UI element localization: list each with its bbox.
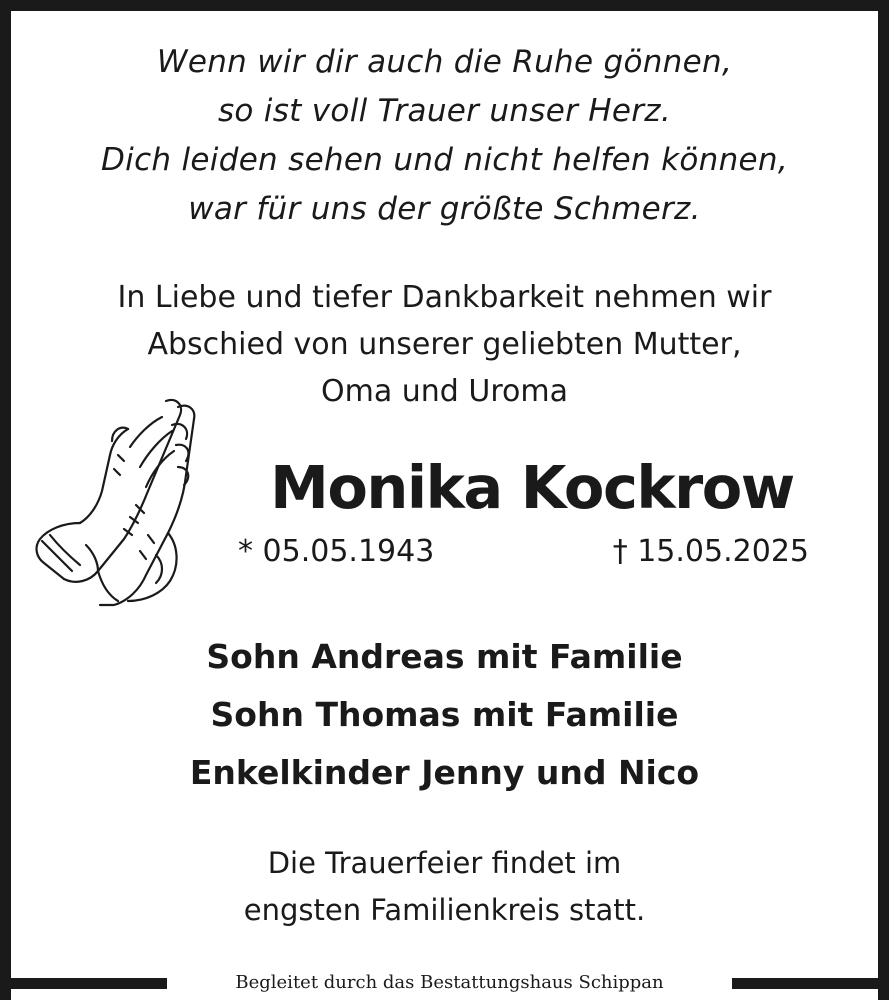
service-note [11,840,878,934]
intro-line: In Liebe und tiefer Dankbarkeit nehmen wir [117,280,772,315]
poem-line: Wenn wir dir auch die Ruhe gönnen, [156,44,733,80]
poem-line: so ist voll Trauer unser Herz. [217,93,672,129]
intro-line: Oma und Uroma [321,374,568,409]
mourner-line: Sohn Andreas mit Familie [206,637,683,676]
intro-line: Abschied von unserer geliebten Mutter, [147,327,742,362]
mourners-list [11,628,878,802]
intro-text [11,274,878,415]
footer-credit: Begleitet durch das Bestattungshaus Schippan [235,972,664,993]
footer-rule-right [732,978,878,989]
service-line: Die Trauerfeier findet im [267,846,622,880]
mourner-line: Enkelkinder Jenny und Nico [189,753,700,792]
service-line: engsten Familienkreis statt. [243,893,646,927]
deceased-name: Monika Kockrow [270,453,794,522]
birth-date: * 05.05.1943 [238,534,435,569]
praying-hands-icon [28,395,208,615]
footer-rule-left [11,978,167,989]
poem-line: war für uns der größte Schmerz. [188,191,701,227]
footer [11,970,878,1000]
poem-line: Dich leiden sehen und nicht helfen können, [100,142,789,178]
mourner-line: Sohn Thomas mit Familie [210,695,679,734]
poem [11,38,878,234]
death-date: † 15.05.2025 [612,534,809,569]
